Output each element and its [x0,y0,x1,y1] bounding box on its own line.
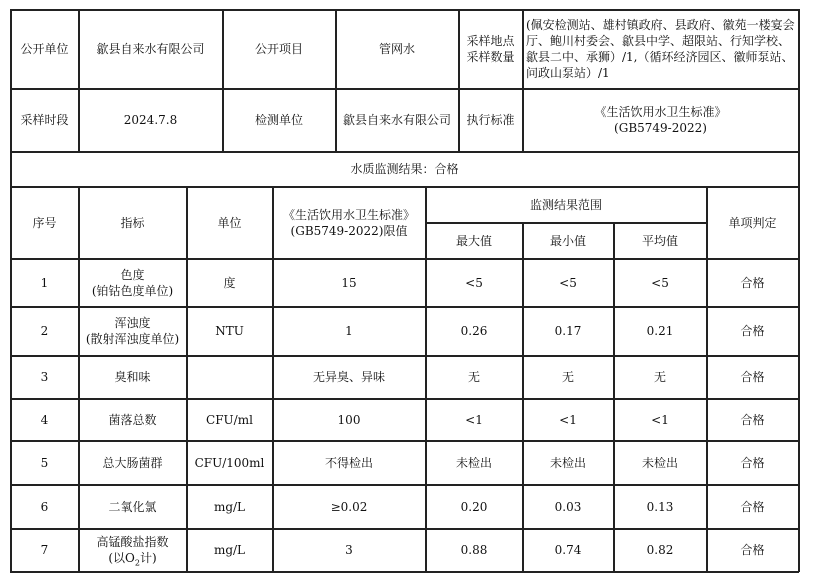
cell-index: 4 [40,412,49,427]
cell-avg: 0.13 [646,499,674,514]
cell-unit: CFU/ml [206,412,253,427]
cell-min: 0.03 [554,499,582,514]
col-header-min: 最小值 [549,233,586,248]
sampling-site-value: (佩安检测站、雄村镇政府、县政府、徽苑一楼宴会厅、鲍川村委会、歙县中学、超限站、行知学校、歙县二中、承狮）/1,（循环经济园区、徽师泵站、问政山泵站）/1 [526,18,795,80]
cell-verdict: 合格 [740,543,765,557]
cell-index: 2 [40,324,49,338]
cell-min: 0.74 [554,543,582,557]
cell-unit: mg/L [213,499,246,514]
cell-indicator [79,259,186,306]
col-header-range-group: 监测结果范围 [529,197,602,212]
cell-avg: 无 [653,370,666,384]
col-header-indicator: 指标 [120,215,145,230]
col-header-avg: 平均值 [641,233,678,248]
cell-verdict: 合格 [740,455,765,470]
cell-index: 3 [40,370,49,384]
cell-max: <5 [465,275,483,290]
cell-limit: 100 [337,412,361,427]
cell-verdict: 合格 [740,275,765,290]
publish-unit-value: 歙县自来水有限公司 [96,42,205,56]
indicator-name: 色度 [120,267,145,282]
cell-verdict: 合格 [740,499,765,514]
cell-unit: NTU [215,324,244,338]
sampling-period-value: 2024.7.8 [123,113,178,127]
sampling-site-label-line1: 采样地点 [466,34,515,48]
standard-value-line2: (GB5749-2022) [614,121,707,135]
cell-min: <1 [559,412,577,427]
indicator-sub: (散射浑浊度单位) [85,332,180,346]
col-header-unit: 单位 [217,215,242,230]
publish-item-label: 公开项目 [254,42,303,56]
summary-result: 水质监测结果：合格 [350,162,459,176]
publish-unit-label: 公开单位 [20,42,69,56]
cell-min: <5 [559,275,577,290]
col-header-limit-line2: (GB5749-2022)限值 [290,223,408,238]
cell-min: 未检出 [549,455,586,470]
indicator-name: 浑浊度 [114,316,151,330]
cell-max: <1 [465,412,483,427]
cell-limit: 15 [341,275,357,290]
cell-limit: 1 [345,324,353,338]
publish-item-value: 管网水 [378,42,415,56]
cell-min: 无 [561,370,574,384]
col-header-limit-line1: 《生活饮用水卫生标准》 [282,207,415,222]
cell-index: 5 [40,455,49,470]
cell-index: 7 [40,543,49,557]
cell-index: 1 [40,275,49,290]
cell-limit: 不得检出 [324,455,373,470]
cell-unit: mg/L [213,543,246,557]
cell-index: 6 [40,499,49,514]
cell-avg: <5 [651,275,669,290]
standard-value-line1: 《生活饮用水卫生标准》 [594,105,727,119]
testing-unit-value: 歙县自来水有限公司 [342,113,451,127]
cell-avg: 0.82 [646,543,674,557]
cell-indicator: 菌落总数 [108,412,157,427]
testing-unit-label: 检测单位 [254,113,303,127]
cell-verdict: 合格 [740,324,765,338]
sampling-period-label: 采样时段 [20,113,69,127]
cell-max: 0.26 [460,324,488,338]
cell-max: 0.20 [460,499,488,514]
cell-indicator [79,529,186,571]
indicator-sub: (以$O_2$计) [108,551,157,568]
cell-min: 0.17 [554,324,582,338]
standard-value [523,89,798,151]
cell-indicator: 二氧化氯 [108,499,157,514]
cell-indicator: 总大肠菌群 [102,455,163,470]
cell-indicator: 臭和味 [114,370,151,384]
cell-verdict: 合格 [740,370,765,384]
cell-max: 无 [467,370,480,384]
col-header-index: 序号 [32,215,57,230]
cell-unit: CFU/100ml [194,455,265,470]
cell-max: 0.88 [460,543,488,557]
col-header-verdict: 单项判定 [728,215,777,230]
cell-indicator [79,307,186,355]
cell-verdict: 合格 [740,412,765,427]
cell-avg: <1 [651,412,669,427]
sampling-site-label-line2: 采样数量 [466,50,515,64]
col-header-max: 最大值 [455,233,492,248]
cell-limit: 无异臭、异味 [312,370,385,384]
cell-limit: ≥0.02 [330,499,368,514]
indicator-name: 高锰酸盐指数 [96,535,169,549]
cell-unit [187,356,272,398]
standard-label: 执行标准 [466,113,515,127]
cell-avg: 未检出 [641,455,678,470]
cell-avg: 0.21 [646,324,674,338]
col-header-limit [273,187,425,258]
cell-max: 未检出 [455,455,492,470]
cell-limit: 3 [345,543,353,557]
sampling-site-label [459,10,522,88]
cell-unit: 度 [223,275,236,290]
indicator-sub: (铂钴色度单位) [91,283,174,298]
